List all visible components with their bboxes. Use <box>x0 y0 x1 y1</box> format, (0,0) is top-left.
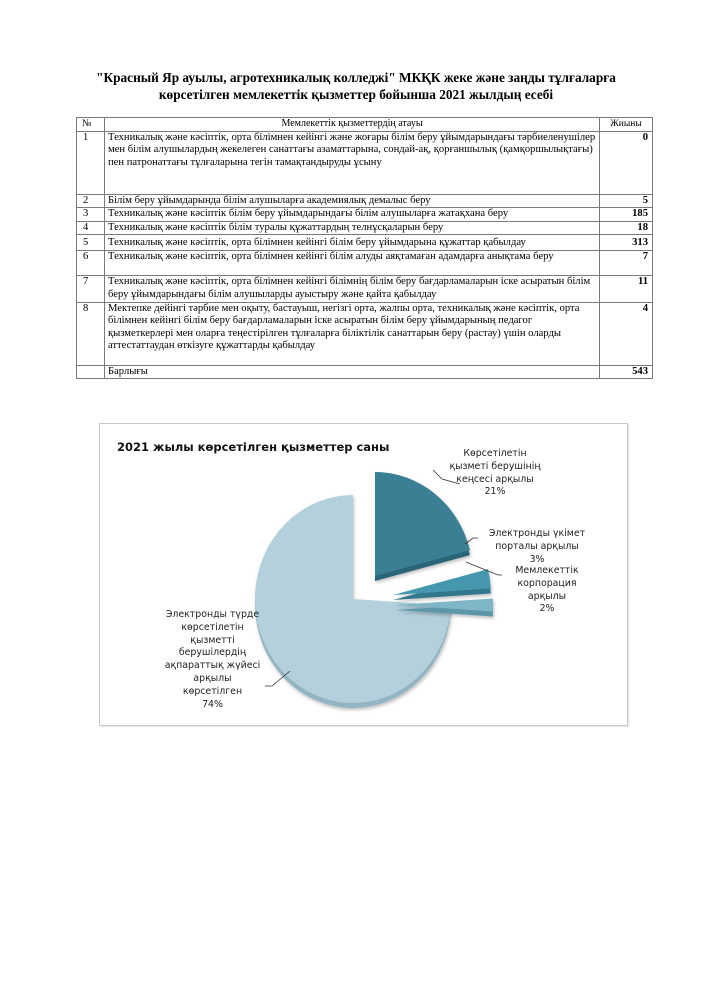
row-total: 11 <box>600 276 653 302</box>
row-num: 3 <box>77 208 105 222</box>
pie-category-label-line: Электронды үкімет <box>488 528 586 539</box>
row-num: 6 <box>77 251 105 276</box>
header-name: Мемлекеттік қызметтердің атауы <box>105 118 600 132</box>
row-total: 7 <box>600 251 653 276</box>
total-row-value: 543 <box>600 365 653 379</box>
table-header-row <box>77 118 653 132</box>
pie-category-label-line: порталы арқылы <box>495 540 579 552</box>
table-row <box>77 194 653 208</box>
document-title <box>40 69 672 103</box>
row-total: 18 <box>600 221 653 235</box>
pie-value-label: 21% <box>484 486 506 498</box>
pie-category-label-line: берушілердің <box>178 647 247 659</box>
pie-value-label: 2% <box>539 603 555 615</box>
title-line-2: көрсетілген мемлекеттік қызметтер бойынша 2021 жылдың есебі <box>158 87 554 102</box>
pie-value-label: 3% <box>529 553 545 565</box>
row-service-name: Білім беру ұйымдарында білім алушыларға академиялық демалыс беру <box>105 194 600 208</box>
row-num: 8 <box>77 302 105 365</box>
pie-category-label-line: көрсетілетін <box>181 621 244 633</box>
pie-data-label <box>492 565 602 616</box>
row-service-name: Техникалық және кәсіптік білім беру ұйымдарындағы білім алушыларға жатақхана беру <box>105 208 600 222</box>
row-service-name: Техникалық және кәсіптік, орта білімнен кейінгі білім алуды аяқтамаған адамдарға анықтама беру <box>105 251 600 276</box>
header-total: Жиыны <box>600 118 653 132</box>
pie-category-label-line: қызметті <box>190 634 235 646</box>
row-num: 5 <box>77 235 105 251</box>
pie-category-label-line: арқылы <box>193 672 232 684</box>
pie-category-label-line: Электронды түрде <box>165 609 260 620</box>
table-row <box>77 131 653 194</box>
row-num: 1 <box>77 131 105 194</box>
pie-category-label-line: қызметі берушінің <box>449 460 541 472</box>
row-total: 5 <box>600 194 653 208</box>
row-num: 7 <box>77 276 105 302</box>
pie-category-label-line: ақпараттық жүйесі <box>164 660 261 672</box>
row-service-name: Техникалық және кәсіптік, орта білімнен кейінгі және жоғары білім беру ұйымдарындағы тәрбиеленушілер мен білім алушылардың жекелеген санаттағы азаматтарына, сондай-ақ, қорғаншылық (қамқоршылықтағы) пен патронаттағы тұлғаларына тегін тамақтандыруды ұсыну <box>105 131 600 194</box>
pie-value-label: 74% <box>202 698 223 710</box>
services-table <box>76 117 653 379</box>
header-num: № <box>77 118 105 132</box>
table-row <box>77 208 653 222</box>
table-total-row <box>77 365 653 379</box>
chart-title: 2021 жылы көрсетілген қызметтер саны <box>117 440 390 454</box>
table-row <box>77 251 653 276</box>
row-total: 0 <box>600 131 653 194</box>
table-row <box>77 221 653 235</box>
title-line-1: "Красный Яр ауылы, агротехникалық колледжі" МКҚК жеке және заңды тұлғаларға <box>96 70 616 85</box>
table-row <box>77 235 653 251</box>
pie-category-label-line: Мемлекеттік <box>515 565 579 576</box>
row-service-name: Техникалық және кәсіптік білім туралы құжаттардың телнұсқаларын беру <box>105 221 600 235</box>
pie-data-label <box>155 609 270 711</box>
table-row <box>77 276 653 302</box>
row-total: 313 <box>600 235 653 251</box>
table-row <box>77 302 653 365</box>
pie-category-label-line: кеңсесі арқылы <box>456 473 534 485</box>
pie-data-label <box>430 448 560 499</box>
pie-slice-group <box>393 569 491 600</box>
row-service-name: Техникалық және кәсіптік, орта білімнен кейінгі білім беру ұйымдарына құжаттар қабылдау <box>105 235 600 251</box>
row-total: 185 <box>600 208 653 222</box>
row-total: 4 <box>600 302 653 365</box>
pie-category-label-line: корпорация <box>517 577 577 589</box>
pie-category-label-line: көрсетілген <box>182 685 243 697</box>
pie-chart <box>99 423 628 726</box>
total-row-num <box>77 365 105 379</box>
pie-data-label <box>472 528 602 566</box>
pie-category-label-line: Көрсетілетін <box>463 448 527 459</box>
row-num: 2 <box>77 194 105 208</box>
pie-category-label-line: арқылы <box>527 590 567 602</box>
total-row-label: Барлығы <box>105 365 600 379</box>
row-service-name: Мектепке дейінгі тәрбие мен оқыту, бастауыш, негізгі орта, жалпы орта, техникалық және кәсіптік, орта білімнен кейінгі білім беру бағдарламаларын іске асыратын білім беру ұйымдарының педагог қызметкерлері мен оларға теңестірілген тұлғаларға біліктілік санаттарын беру (растау) үшін оларды аттестаттаудан өткізуге құжаттарды қабылдау <box>105 302 600 365</box>
row-service-name: Техникалық және кәсіптік, орта білімнен кейінгі білімнің білім беру бағдарламаларын іске асыратын білім беру ұйымдарындағы білім алушыларды ауыстыру және қайта қабылдау <box>105 276 600 302</box>
row-num: 4 <box>77 221 105 235</box>
